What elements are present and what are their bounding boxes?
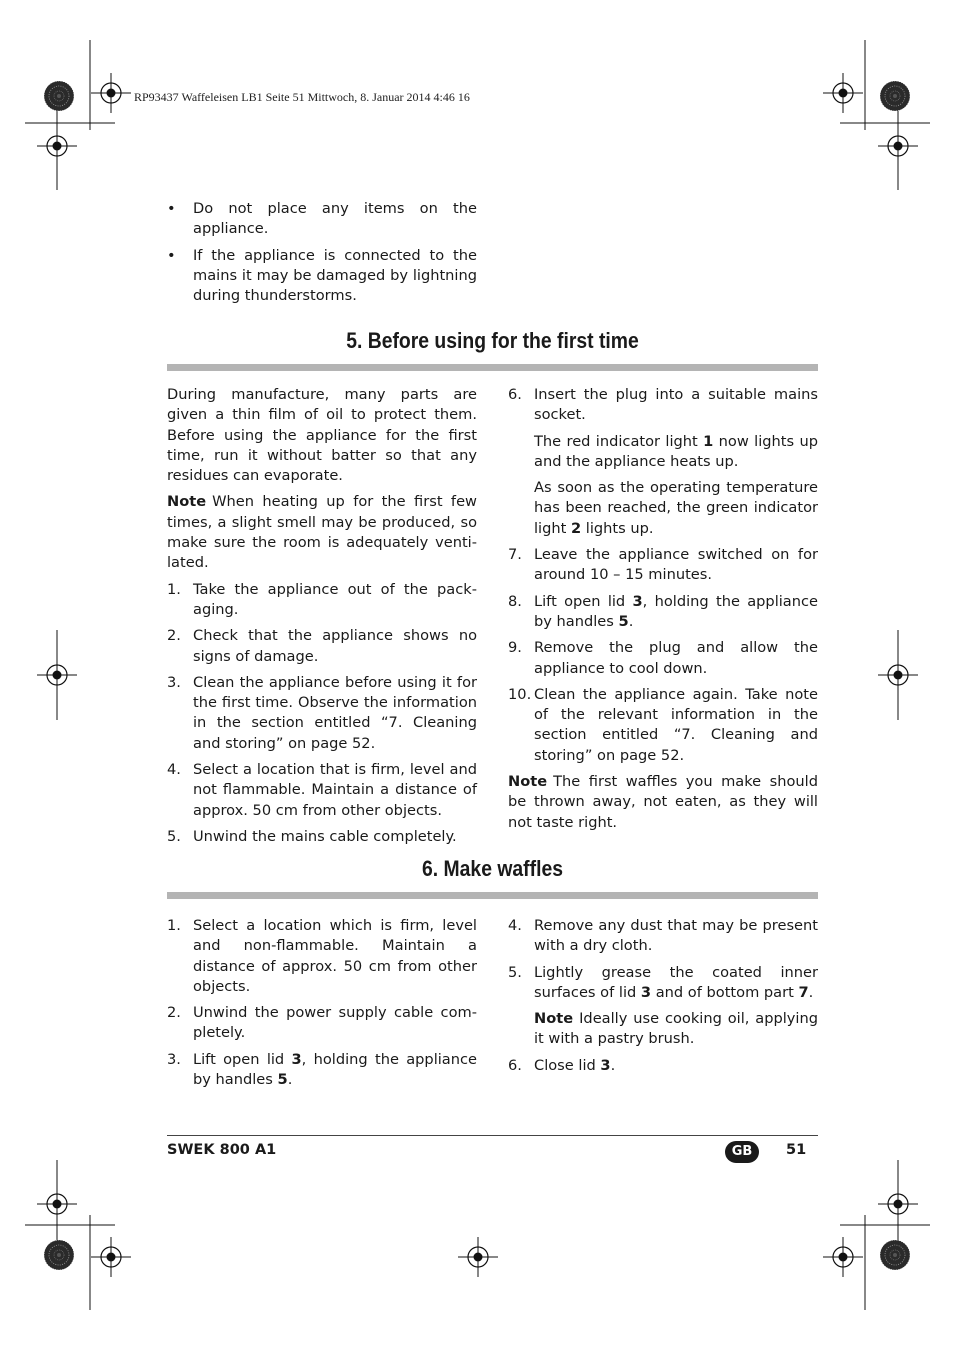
footer-rule bbox=[167, 1135, 818, 1136]
safety-bullets-column bbox=[167, 199, 477, 312]
bullet-icon: • bbox=[167, 246, 176, 264]
list-item: 9. Remove the plug and allow the appliance to cool down. bbox=[508, 639, 818, 677]
list-item: 3. Lift open lid 3, holding the appliance by handles 5. bbox=[167, 1050, 477, 1089]
list-item: • Do not place any items on the appliance. bbox=[167, 200, 477, 238]
list-item: 8. Lift open lid 3, holding the appliance by handles 5. bbox=[508, 592, 818, 630]
section5-left-column bbox=[167, 385, 477, 853]
list-item: 3. Clean the appliance before using it for the first time. Observe the information in the section entitled “7. Cleaning and storing” on page 52. bbox=[167, 673, 477, 752]
step-detail: The red indicator light 1 now lights up and the appliance heats up. bbox=[534, 432, 818, 470]
intro-paragraph: During manufacture, many parts are given a thin film of oil to protect them. Before using the appliance for the first time, run it without batter so that any residues can evaporate. bbox=[167, 386, 477, 485]
list-item: 2. Check that the appliance shows no signs of damage. bbox=[167, 627, 477, 665]
safety-bullet-list bbox=[167, 199, 477, 306]
list-item: 1. Select a location which is firm, level and non-flammable. Maintain a distance of approx. 50 cm from other objects. bbox=[167, 917, 477, 995]
list-item: 7. Leave the appliance switched on for around 10 – 15 minutes. bbox=[508, 546, 818, 584]
bullet-icon: • bbox=[167, 200, 176, 217]
list-item: • If the appliance is connected to the mains it may be damaged by lightning during thunderstorms. bbox=[167, 246, 477, 305]
section-heading-make-waffles: 6. Make waffles bbox=[422, 856, 563, 881]
section6-left-column bbox=[167, 916, 477, 1096]
heading-underline-bar bbox=[167, 364, 818, 371]
list-item: 4. Remove any dust that may be present with a dry cloth. bbox=[508, 917, 818, 955]
list-item: 6. Close lid 3. bbox=[508, 1056, 616, 1074]
print-slug-line: RP93437 Waffeleisen LB1 Seite 51 Mittwoch, 8. Januar 2014 4:46 16 bbox=[134, 90, 470, 104]
language-badge: GB bbox=[725, 1141, 759, 1163]
section5-right-column bbox=[508, 385, 818, 839]
note-paragraph: Note Ideally use cooking oil, applying it with a pastry brush. bbox=[534, 1010, 818, 1048]
note-paragraph: Note The first waffles you make should be thrown away, not eaten, as they will not taste right. bbox=[508, 773, 818, 831]
first-use-steps-list bbox=[167, 580, 477, 848]
section6-right-column bbox=[508, 916, 818, 1082]
section-heading-before-first-use: 5. Before using for the first time bbox=[346, 328, 639, 353]
list-item: 5. Unwind the mains cable completely. bbox=[167, 827, 457, 845]
list-item: 6. Insert the plug into a suitable mains socket. bbox=[508, 386, 818, 424]
footer-model-number: SWEK 800 A1 bbox=[167, 1142, 277, 1158]
list-item: 4. Select a location that is firm, level and not flammable. Maintain a distance of approx. 50 cm from other objects. bbox=[167, 761, 477, 819]
note-paragraph: Note When heating up for the first few times, a slight smell may be produced, so make sure the room is adequately venti-lated. bbox=[167, 493, 477, 572]
note-label: Note bbox=[167, 493, 207, 511]
step-detail: As soon as the operating temperature has been reached, the green indicator light 2 lights up. bbox=[534, 479, 818, 537]
page-number: 51 bbox=[786, 1142, 807, 1158]
list-item: 5. Lightly grease the coated inner surfaces of lid 3 and of bottom part 7. bbox=[508, 963, 818, 1001]
heading-underline-bar bbox=[167, 892, 818, 899]
list-item: 1. Take the appliance out of the pack-aging. bbox=[167, 580, 477, 618]
list-item: 10. Clean the appliance again. Take note of the relevant information in the section entitled “7. Cleaning and storing” on page 52. bbox=[508, 685, 818, 764]
note-label: Note bbox=[508, 773, 548, 791]
note-label: Note bbox=[534, 1010, 574, 1028]
list-item: 2. Unwind the power supply cable com-pletely. bbox=[167, 1004, 477, 1042]
